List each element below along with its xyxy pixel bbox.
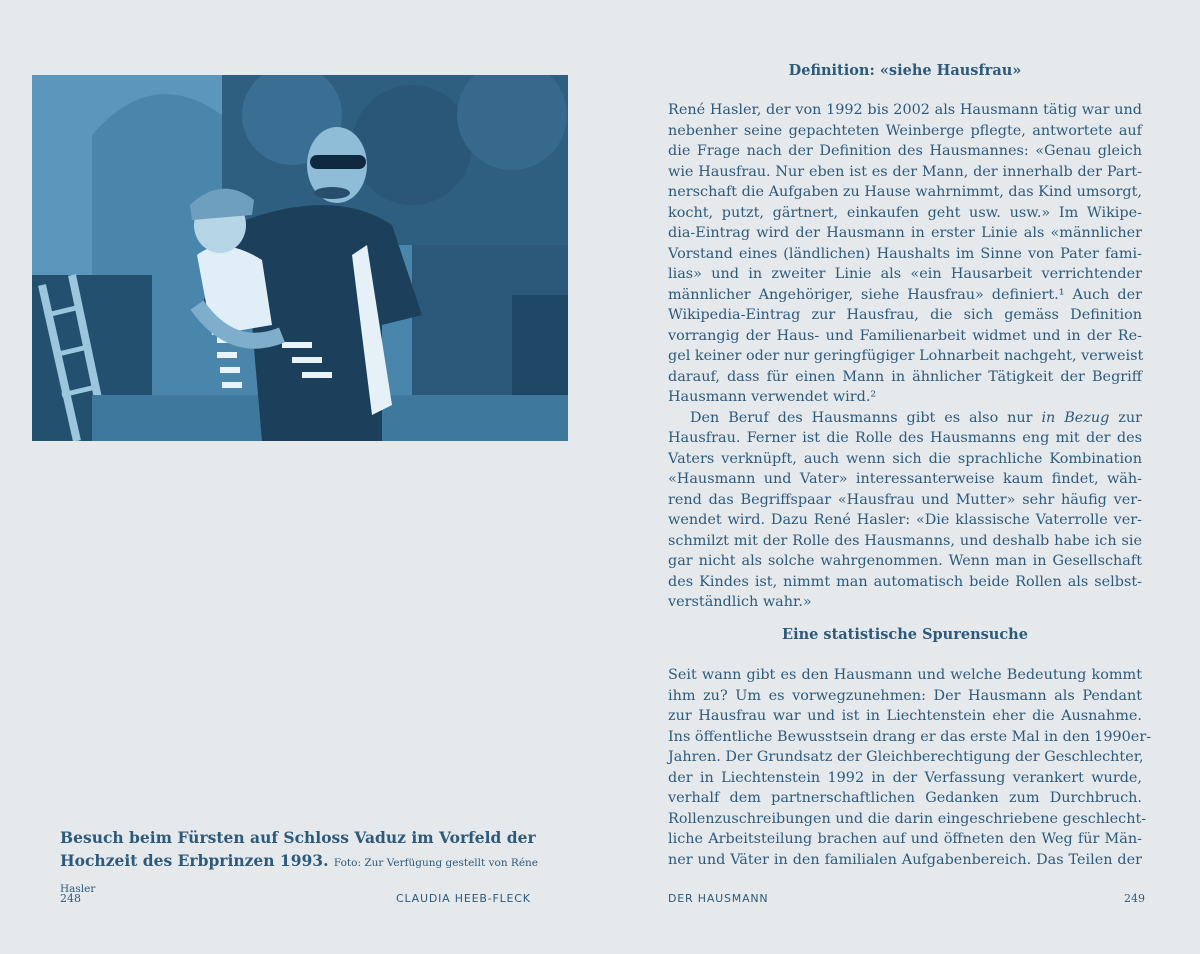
text-line: männlicher Angehöriger, siehe Hausfrau» definiert.¹ Auch der bbox=[668, 286, 1142, 303]
paragraph-3 bbox=[668, 665, 1152, 870]
text-line: der in Liechtenstein 1992 in der Verfassung verankert wurde, bbox=[668, 769, 1142, 786]
text-line: des Kindes ist, nimmt man automatisch beide Rollen als selbst- bbox=[668, 573, 1142, 590]
text-line: Vorstand eines (ländlichen) Haushalts im Sinne von Pater fami- bbox=[668, 245, 1142, 262]
text-line: ihm zu? Um es vorwegzunehmen: Der Hausmann als Pendant bbox=[668, 687, 1142, 704]
text-line: schmilzt mit der Rolle des Hausmanns, und deshalb habe ich sie bbox=[668, 532, 1142, 549]
text-line: rend das Begriffspaar «Hausfrau und Mutter» sehr häufig ver- bbox=[668, 491, 1142, 508]
text-line: Wikipedia-Eintrag zur Hausfrau, die sich gemäss Definition bbox=[668, 307, 1142, 323]
paragraph-2-first-line bbox=[668, 408, 1142, 429]
text-run: Den Beruf des Hausmanns gibt es also nur bbox=[690, 409, 1042, 426]
text-line: Jahren. Der Grundsatz der Gleichberechtigung der Geschlechter, bbox=[668, 749, 1144, 765]
photo-caption bbox=[60, 826, 560, 901]
emphasis: in Bezug bbox=[1041, 409, 1110, 426]
text-line: ner und Väter in den familialen Aufgabenbereich. Das Teilen der bbox=[668, 851, 1142, 868]
text-line: liche Arbeitsteilung brachen auf und öffneten den Weg für Män- bbox=[668, 831, 1142, 847]
text-run: zur bbox=[1109, 409, 1142, 426]
page-number-left: 248 bbox=[60, 892, 81, 905]
text-line: gel keiner oder nur geringfügiger Lohnarbeit nachgeht, verweist bbox=[668, 348, 1144, 364]
text-line: «Hausmann und Vater» interessanterweise kaum findet, wäh- bbox=[668, 471, 1142, 487]
text-line: René Hasler, der von 1992 bis 2002 als Hausmann tätig war und bbox=[668, 102, 1142, 118]
caption-main: Besuch beim Fürsten auf Schloss Vaduz im Vorfeld der Hochzeit des Erbprinzen 1993. bbox=[60, 828, 536, 870]
right-page bbox=[600, 0, 1200, 954]
text-line: darauf, dass für einen Mann in ähnlicher Tätigkeit der Begriff bbox=[668, 368, 1142, 385]
text-line: Hausfrau. Ferner ist die Rolle des Hausmanns eng mit der des bbox=[668, 430, 1142, 446]
text-line: Rollenzuschreibungen und die darin eingeschriebene geschlecht- bbox=[668, 810, 1147, 827]
text-line: wendet wird. Dazu René Hasler: «Die klassische Vaterrolle ver- bbox=[668, 512, 1142, 528]
text-line: wie Hausfrau. Nur eben ist es der Mann, der innerhalb der Part- bbox=[668, 163, 1142, 180]
page-number-right: 249 bbox=[1124, 892, 1145, 905]
text-line: nerschaft die Aufgaben zu Hause wahrnimmt, das Kind umsorgt, bbox=[668, 184, 1142, 200]
text-line: zur Hausfrau war und ist in Liechtenstein eher die Ausnahme. bbox=[668, 708, 1142, 724]
text-line: Hausmann verwendet wird.² bbox=[668, 389, 877, 405]
running-head-author: CLAUDIA HEEB-FLECK bbox=[396, 892, 531, 905]
text-line: dia-Eintrag wird der Hausmann in erster Linie als «männlicher bbox=[668, 225, 1142, 241]
text-line: kocht, putzt, gärtnert, einkaufen geht usw. usw.» Im Wikipe- bbox=[668, 204, 1142, 221]
section-heading-definition: Definition: «siehe Hausfrau» bbox=[788, 62, 1022, 79]
text-line: Ins öffentliche Bewusstsein drang er das erste Mal in den 1990er- bbox=[668, 728, 1152, 745]
text-line: verständlich wahr.» bbox=[668, 594, 812, 610]
caption-credit: Foto: Zur Verfügung gestellt von Réne Hasler bbox=[60, 857, 539, 895]
body-text-block-1 bbox=[668, 100, 1142, 613]
paragraph-2 bbox=[668, 428, 1142, 613]
text-line: nebenher seine gepachteten Weinberge pflegte, antwortete auf bbox=[668, 122, 1142, 139]
text-line: verhalf dem partnerschaftlichen Gedanken zum Durchbruch. bbox=[668, 790, 1142, 806]
paragraph-1 bbox=[668, 100, 1142, 408]
section-heading-statistics: Eine statistische Spurensuche bbox=[782, 626, 1028, 643]
text-line: gar nicht als solche wahrgenommen. Wenn man in Gesellschaft bbox=[668, 553, 1142, 569]
text-line: vorrangig der Haus- und Familienarbeit widmet und in der Re- bbox=[668, 327, 1142, 344]
body-text-block-2 bbox=[668, 665, 1152, 870]
running-head-title: DER HAUSMANN bbox=[668, 892, 769, 905]
text-line: die Frage nach der Definition des Hausmannes: «Genau gleich bbox=[668, 143, 1142, 159]
text-line: lias» und in zweiter Linie als «ein Hausarbeit verrichtender bbox=[668, 266, 1142, 282]
text-line: Seit wann gibt es den Hausmann und welche Bedeutung kommt bbox=[668, 667, 1142, 683]
photo-illustration bbox=[32, 75, 568, 441]
text-line: Vaters verknüpft, auch wenn sich die sprachliche Kombination bbox=[668, 450, 1142, 467]
photo bbox=[32, 75, 568, 441]
